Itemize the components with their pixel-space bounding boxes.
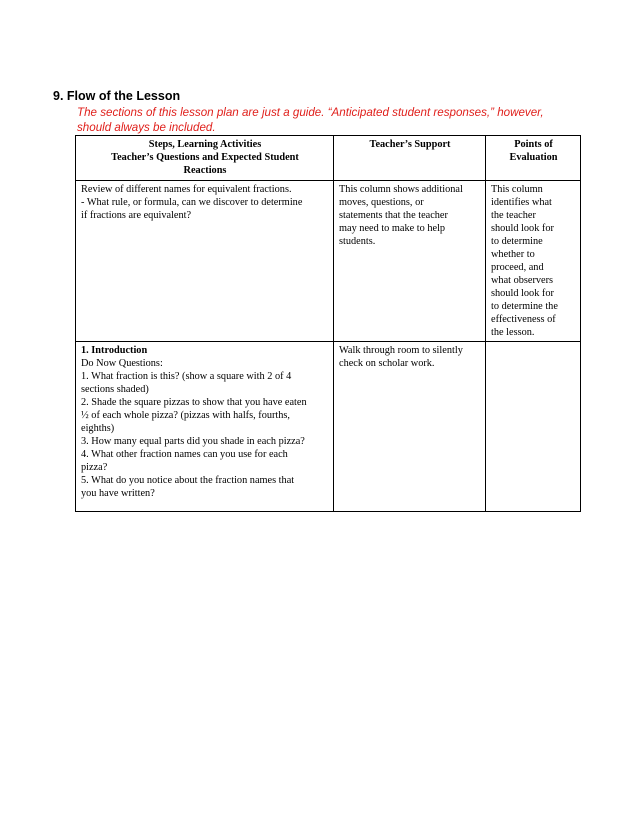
- header-evaluation-line: Evaluation: [509, 152, 558, 163]
- cell-line: you have written?: [81, 488, 155, 499]
- cell-line: 2. Shade the square pizzas to show that you have eaten: [81, 397, 307, 408]
- cell-line: the teacher: [491, 210, 536, 221]
- cell-line: pizza?: [81, 462, 108, 473]
- cell-line: if fractions are equivalent?: [81, 210, 192, 221]
- cell-line: - What rule, or formula, can we discover to determine: [81, 197, 303, 208]
- cell-line: Do Now Questions:: [81, 358, 163, 369]
- guide-note-line: The sections of this lesson plan are just a guide. “Anticipated student responses,” however,: [77, 106, 544, 119]
- introduction-title: 1. Introduction: [81, 345, 148, 356]
- cell-line: should look for: [491, 223, 554, 234]
- cell-line: 5. What do you notice about the fraction names that: [81, 475, 295, 486]
- cell-line: 1. What fraction is this? (show a square with 2 of 4: [81, 371, 292, 382]
- cell-line: This column: [491, 184, 543, 195]
- guide-note-line: should always be included.: [77, 121, 216, 134]
- cell-steps: [76, 181, 334, 342]
- header-evaluation-line: Points of: [514, 139, 553, 150]
- guide-note: [77, 105, 557, 135]
- table-row: [76, 181, 581, 342]
- header-steps-line: Steps, Learning Activities: [148, 139, 262, 150]
- cell-line: This column shows additional: [339, 184, 463, 195]
- cell-line: what observers: [491, 275, 554, 286]
- cell-line: ½ of each whole pizza? (pizzas with halfs, fourths,: [81, 410, 291, 421]
- cell-line: the lesson.: [491, 327, 535, 338]
- cell-line: moves, questions, or: [339, 197, 424, 208]
- cell-support: [334, 342, 486, 512]
- cell-line: proceed, and: [491, 262, 544, 273]
- cell-line: Review of different names for equivalent fractions.: [81, 184, 292, 195]
- cell-support: [334, 181, 486, 342]
- header-steps-line: Teacher’s Questions and Expected Student: [111, 152, 299, 163]
- cell-line: to determine: [491, 236, 543, 247]
- cell-line: should look for: [491, 288, 554, 299]
- cell-line: 4. What other fraction names can you use for each: [81, 449, 288, 460]
- section-heading: 9. Flow of the Lesson: [53, 89, 181, 103]
- cell-steps: [76, 342, 334, 512]
- cell-line: sections shaded): [81, 384, 149, 395]
- header-support-line: Teacher’s Support: [369, 139, 451, 150]
- cell-line: students.: [339, 236, 376, 247]
- cell-line: check on scholar work.: [339, 358, 435, 369]
- cell-line: statements that the teacher: [339, 210, 448, 221]
- cell-line: 3. How many equal parts did you shade in each pizza?: [81, 436, 305, 447]
- table-header-row: [76, 136, 581, 181]
- cell-line: may need to make to help: [339, 223, 446, 234]
- cell-line: eighths): [81, 423, 115, 434]
- cell-evaluation: [486, 181, 581, 342]
- cell-line: whether to: [491, 249, 535, 260]
- cell-line: identifies what: [491, 197, 552, 208]
- table-row: [76, 342, 581, 512]
- header-steps-line: Reactions: [183, 165, 227, 176]
- cell-evaluation: [486, 342, 581, 512]
- lesson-flow-table: [75, 135, 581, 512]
- header-support: [334, 136, 486, 181]
- cell-line: Walk through room to silently: [339, 345, 463, 356]
- header-steps: [76, 136, 334, 181]
- cell-line: effectiveness of: [491, 314, 556, 325]
- header-evaluation: [486, 136, 581, 181]
- cell-line: to determine the: [491, 301, 558, 312]
